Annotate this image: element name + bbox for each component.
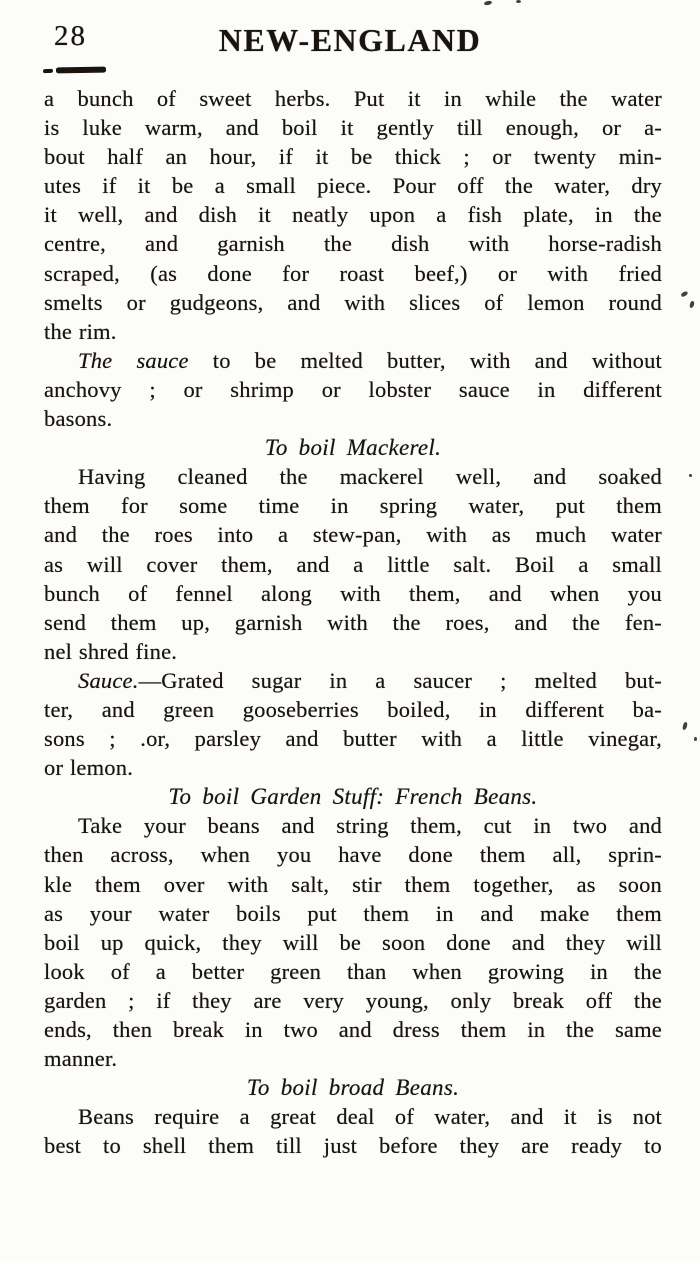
text-line: and the roes into a stew-pan, with as much water: [44, 522, 662, 548]
text-line: as your water boils put them in and make them: [44, 900, 662, 926]
text-line: as will cover them, and a little salt. Boil a small: [44, 551, 662, 577]
paragraph: [44, 811, 662, 1073]
text-line: sons ; .or, parsley and butter with a little vinegar,: [44, 726, 662, 752]
text-line: ter, and green gooseberries boiled, in different ba-: [44, 696, 662, 722]
recipe-heading: To boil Garden Stuff: French Beans.: [168, 784, 538, 810]
text-line: then across, when you have done them all, sprin-: [44, 842, 662, 868]
recipe-heading: To boil broad Beans.: [246, 1075, 460, 1101]
text-line: Having cleaned the mackerel well, and soaked: [78, 464, 662, 490]
page-number: 28: [54, 20, 87, 52]
ink-speck: [484, 0, 493, 6]
text-line: Take your beans and string them, cut in two and: [78, 813, 662, 839]
section-rule-nub: [43, 69, 53, 74]
text-line: utes if it be a small piece. Pour off the water, dry: [44, 173, 662, 199]
text-line: ends, then break in two and dress them in the same: [44, 1017, 662, 1042]
text-line: centre, and garnish the dish with horse-radish: [44, 231, 662, 257]
text-line: send them up, garnish with the roes, and the fen-: [44, 609, 662, 635]
text-line: basons.: [44, 406, 113, 432]
text-line: The sauce to be melted butter, with and without: [78, 347, 663, 373]
text-line: anchovy ; or shrimp or lobster sauce in different: [44, 376, 662, 402]
paragraph: [44, 1102, 662, 1160]
text-line: look of a better green than when growing in the: [44, 958, 662, 984]
text-line: garden ; if they are very young, only break off the: [44, 987, 662, 1013]
text-line: Sauce.—Grated sugar in a saucer ; melted but-: [78, 667, 662, 693]
text-line: boil up quick, they will be soon done and they will: [44, 929, 662, 955]
text-line: a bunch of sweet herbs. Put it in while the water: [44, 86, 662, 111]
ink-speck: [689, 474, 692, 477]
text-line: manner.: [44, 1046, 118, 1072]
ink-speck: [694, 737, 697, 741]
ink-speck: [516, 0, 521, 3]
text-line: Beans require a great deal of water, and it is not: [78, 1104, 662, 1130]
text-line: scraped, (as done for roast beef,) or with fried: [44, 260, 662, 286]
text-line: bunch of fennel along with them, and when you: [44, 580, 662, 606]
text-line: bout half an hour, if it be thick ; or twenty min-: [44, 144, 662, 170]
text-line: the rim.: [44, 318, 117, 344]
ink-speck: [682, 722, 688, 731]
page-body: [44, 84, 662, 1160]
text-line: or lemon.: [44, 755, 134, 781]
ink-speck: [689, 301, 695, 309]
paragraph: [44, 666, 662, 782]
text-line: kle them over with salt, stir them together, as soon: [44, 871, 662, 897]
italic-lead: Sauce.: [78, 667, 139, 693]
text-line: it well, and dish it neatly upon a fish plate, in the: [44, 202, 662, 228]
paragraph: [44, 462, 662, 666]
section-rule: [56, 67, 106, 74]
ink-speck: [680, 291, 688, 298]
text-line: is luke warm, and boil it gently till enough, or a-: [44, 115, 662, 141]
text-line: them for some time in spring water, put them: [44, 493, 662, 519]
running-header: NEW-ENGLAND: [218, 22, 482, 58]
text-line: best to shell them till just before they are ready to: [44, 1133, 662, 1159]
text-line: smelts or gudgeons, and with slices of lemon round: [44, 289, 662, 315]
italic-lead: The sauce: [78, 347, 189, 373]
text-line: nel shred fine.: [44, 638, 178, 664]
recipe-heading: To boil Mackerel.: [264, 435, 442, 461]
paragraph: [44, 346, 662, 433]
paragraph: [44, 84, 662, 346]
